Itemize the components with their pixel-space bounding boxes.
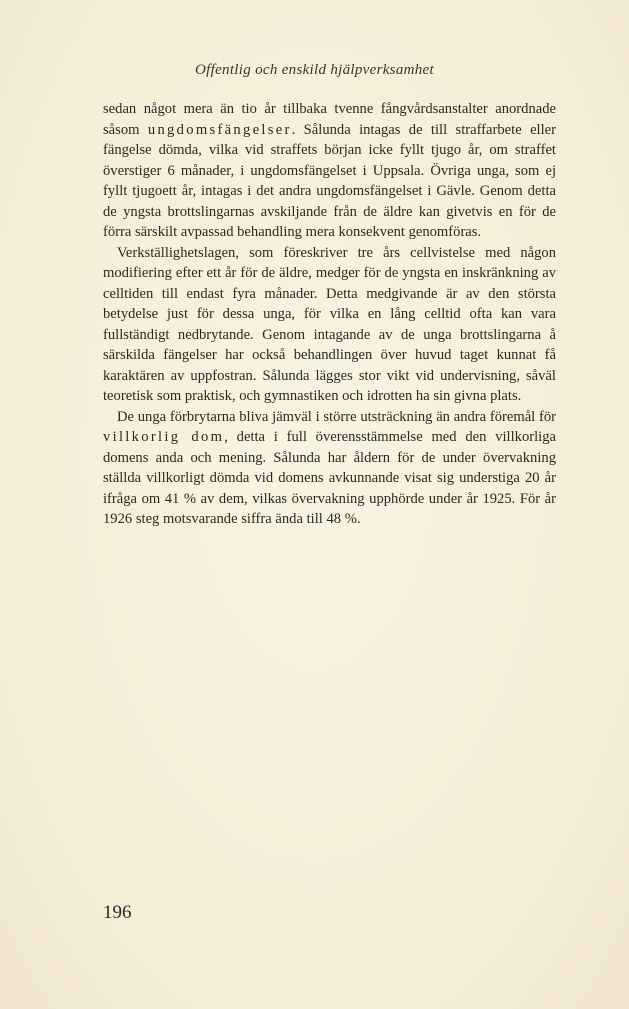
paragraph-text: De unga förbrytarna bliva jämväl i större utsträckning än andra föremål för	[117, 408, 556, 425]
paragraph-2	[103, 243, 556, 407]
body-text	[103, 99, 556, 530]
page-number: 196	[103, 902, 132, 923]
paragraph-text: Verkställighetslagen, som föreskriver tre års cellvistelse med någon modifiering efter ett år för de äldre, medger för de yngsta en inskränkning av celltiden till endast fyra månader. Detta medgivande är av den största betydelse just för dessa unga, för vilka en lång celltid ofta kan vara fullständigt nedbrytande. Genom intagande av de unga brottslingarna å särskilda fängelser har också behandlingen över huvud taget kunnat få karaktären av uppfostran. Sålunda lägges stor vikt vid undervisning, såväl teoretisk som praktisk, och gymnastiken och idrotten ha sin givna plats.	[103, 244, 556, 404]
emphasized-term: ungdomsfängelser	[147, 121, 292, 138]
paragraph-1	[103, 99, 556, 243]
emphasized-term: villkorlig dom	[103, 429, 225, 445]
paragraph-3	[103, 407, 556, 530]
paragraph-text: sedan något mera än tio år tillbaka tvenne fångvårdsanstalter anordnade såsom	[103, 101, 556, 138]
paragraph-text: , detta i full överensstämmelse med den villkorliga domens anda och mening. Sålunda har åldern för de under övervakning ställda villkorligt dömda vid domens avkunnande visat sig understiga 20 år ifråga om 41 % av dem, vilkas övervakning upphörde under år 1925. För år 1926 steg motsvarande siffra ända till 48 %.	[103, 429, 556, 527]
paragraph-text: . Sålunda intagas de till straffarbete eller fängelse dömda, vilka vid straffets början icke fyllt tjugo år, om straffet överstiger 6 månader, i ungdomsfängelset i Uppsala. Övriga unga, som ej fyllt tjugoett år, intagas i det andra ungdomsfängelset i Gävle. Genom detta de yngsta brottslingarnas avskiljande från de äldre kan givetvis en för de förra särskilt avpassad behandling mera konsekvent genomföras.	[103, 121, 556, 240]
running-head: Offentlig och enskild hjälpverksamhet	[195, 62, 434, 78]
